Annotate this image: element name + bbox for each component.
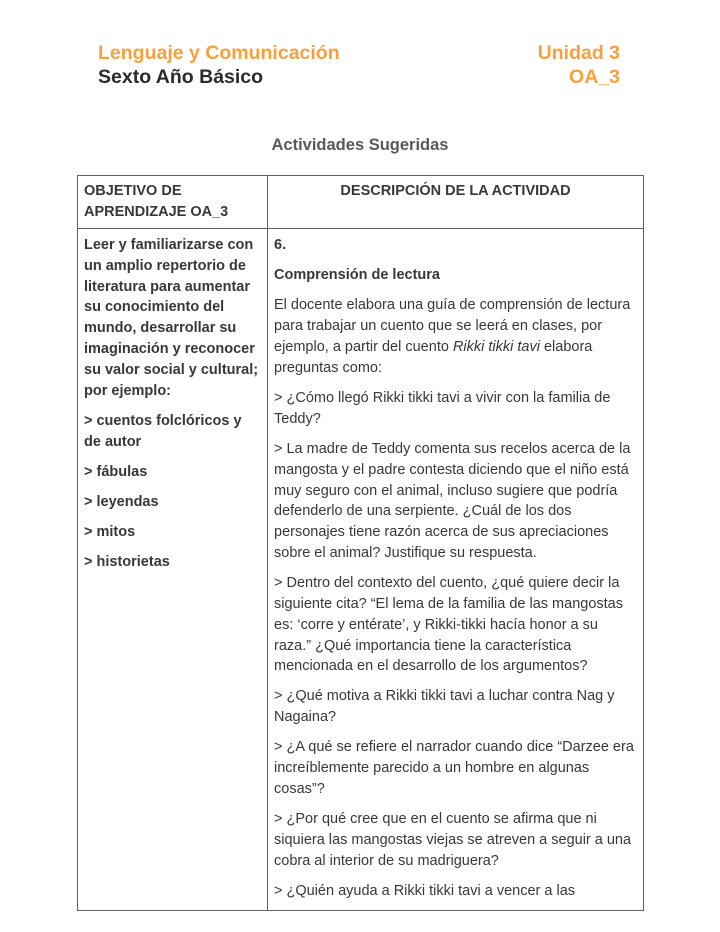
objective-item: > mitos: [84, 524, 136, 541]
objective-item: > historietas: [84, 554, 170, 571]
page-title: Actividades Sugeridas: [271, 136, 449, 154]
activity-paragraph: > ¿A qué se refiere el narrador cuando dice “Darzee era increíblemente parecido a un hombre en algunas cosas”?: [274, 739, 634, 798]
activity-paragraph: > ¿Por qué cree que en el cuento se afirma que ni siquiera las mangostas viejas se atreven a seguir a una cobra al interior de su madriguera?: [274, 811, 632, 869]
activity-paragraph: > ¿Quién ayuda a Rikki tikki tavi a vencer a las: [274, 883, 576, 900]
document-header-right: [538, 42, 620, 89]
objective-column-header: OBJETIVO DE APRENDIZAJE OA_3: [78, 176, 268, 229]
objective-item-list: [84, 411, 260, 573]
grade-subtitle: Sexto Año Básico: [98, 65, 264, 88]
subject-title: Lenguaje y Comunicación: [98, 42, 340, 64]
objective-item: > fábulas: [84, 463, 148, 480]
activities-table: [77, 175, 644, 911]
description-column-header: DESCRIPCIÓN DE LA ACTIVIDAD: [268, 176, 644, 229]
objective-cell: [78, 229, 268, 911]
objective-item: > cuentos folclóricos y de autor: [84, 412, 242, 450]
activity-paragraph: El docente elabora una guía de comprensión de lectura para trabajar un cuento que se leerá en clases, por ejemplo, a partir del cuento Rikki tikki tavi elabora preguntas como:: [274, 297, 631, 376]
activity-paragraph: > ¿Qué motiva a Rikki tikki tavi a luchar contra Nag y Nagaina?: [274, 688, 615, 726]
activity-paragraph: > ¿Cómo llegó Rikki tikki tavi a vivir con la familia de Teddy?: [274, 389, 611, 427]
document-header-left: [98, 42, 340, 89]
activity-paragraph: 6.: [274, 237, 287, 253]
activity-paragraph: > La madre de Teddy comenta sus recelos acerca de la mangosta y el padre contesta diciendo que el niño está muy seguro con el animal, incluso sugiere que podría defenderlo de una serpiente. ¿Cuál de los dos personajes tiene razón acerca de sus apreciaciones sobre el animal? Justifique su respuesta.: [274, 440, 631, 561]
unit-label: Unidad 3: [537, 42, 620, 64]
oa-label: OA_3: [569, 65, 620, 88]
objective-intro: Leer y familiarizarse con un amplio repertorio de literatura para aumentar su conocimiento del mundo, desarrollar su imaginación y reconocer su valor social y cultural; por ejemplo:: [84, 237, 259, 399]
activity-paragraph-list: [274, 235, 636, 902]
objective-item: > leyendas: [84, 493, 159, 510]
activity-paragraph: > Dentro del contexto del cuento, ¿qué quiere decir la siguiente cita? “El lema de la familia de las mangostas es: ‘corre y entérate’, y Rikki-tikki hacía honor a su raza.” ¿Qué importancia tiene la característica mencionada en el desarrollo de los argumentos?: [274, 575, 623, 675]
activity-paragraph: Comprensión de lectura: [274, 267, 440, 284]
table-body-row: [78, 229, 644, 911]
activity-cell: [268, 229, 644, 911]
table-header-row: [78, 176, 644, 229]
